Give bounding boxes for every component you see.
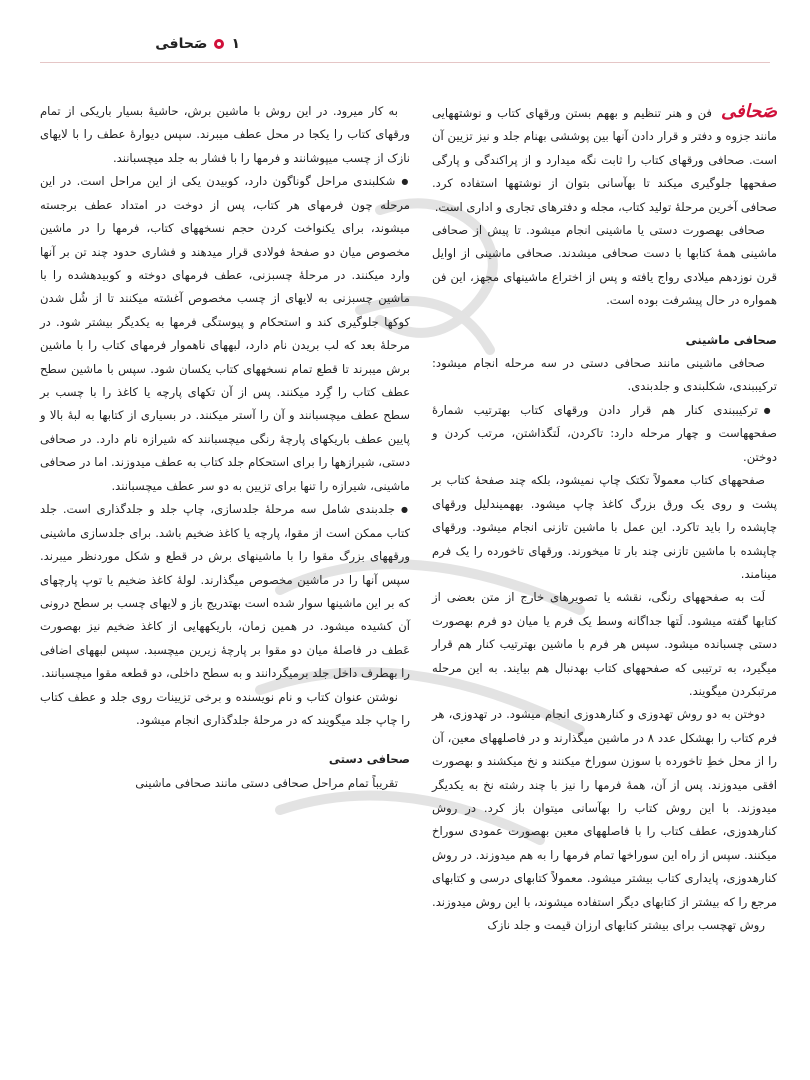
page-header [40,30,240,58]
paragraph: دوختن به دو روش تهدوزی و کنارهدوزی انجام میشود. در تهدوزی، هر فرم کتاب را بهشکل عدد ۸ در ماشین میگذارند و در فاصلههای معین، آن را از محل خطِ تاخورده با سوزن سوراخ میکنند و نخ میکشند و بهصورت افقی میدوزند. پس از آن، همهٔ فرمها را نیز با چند رشته نخ به یکدیگر میدوزند. با این روش کتاب را بهآسانی میتوان باز کرد. در روش کنارهدوزی، عطف کتاب را با فاصلههای معین بهصورت عمودی سوراخ میکنند. سپس از راه این سوراخها تمام فرمها را به هم میدوزند. در روش کنارهدوزی، پایداری کتاب بیشتر میشود. معمولاً کتابهای درسی و کتابهای مرجع را که بیشتر از کتابهای دیگر استفاده میشوند، با این روش میدوزند. [432,707,778,909]
page-number: ۱ [231,36,240,52]
bullet-paragraph: ● شکلبندی مراحل گوناگون دارد، کوبیدن یکی از این مراحل است. در این مرحله چون فرمهای هر کتاب، پس از دوخت در امتداد عطف برجسته میشوند، برای یکنواخت کردن حجم نسخههای کتاب، فرمها را در ماشین مخصوص میان دو صفحهٔ فولادی قرار میدهند و فشاری حدود چند تن بر آنها وارد میکنند. در مرحلهٔ چسبزنی، عطف فرمهای دوخته و کوبیدهشده را با ماشین چسبزنی به لایهای از چسب مخصوص آغشته میکنند تا از شُل شدن کوکها جلوگیری کند و استحکام و پیوستگی فرمها به یکدیگر بیشتر شود. در مرحلهٔ بعد که لب بریدن نام دارد، لبههای ناهموار فرمهای کتاب را با ماشین برش میبرند تا قطع تمام نسخههای کتاب یکسان شود. سپس با ماشین سطح عطف کتاب را گِرد میکنند. پس از آن تکهای پارچه یا کاغذ را با چسب بر سطح عطف میچسبانند و آن را آستر میکنند. در بسیاری از کتابها به لبهٔ بالا و پایین عطف باریکهای پارچهٔ رنگی میچسبانند که شیرازه نام دارد. در صحافی دستی، شیرازهها را برای استحکام جلد کتاب به عطف میدوزند. اما در صحافی ماشینی، شیرازه را تنها برای تزیین به دو سر عطف میچسبانند. [40,170,410,498]
section-heading-machine-binding: صحافی ماشینی [685,332,777,347]
intro-text: فن و هنر تنظیم و بههم بستن ورقهای کتاب و نوشتههایی مانند جزوه و دفتر و قرار دادن آنها بین پوششی بهنام جلد و نیز تزیین آن است. صحافی ورقهای کتاب را ثابت نگه میدارد و از پراکندگی و پارگی صفحهها جلوگیری میکند تا بهآسانی بتوان از نوشتهها استفاده کرد. صحافی آخرین مرحلهٔ تولید کتاب، مجله و دفترهای تجاری و اداری است. [432,106,777,214]
bullet-paragraph: ● ترکیببندی کنار هم قرار دادن ورقهای کتاب بهترتیب شمارهٔ صفحههاست و چهار مرحله دارد: تاکردن، لَتگذاشتن، مرتب کردن و دوختن. [432,399,777,469]
paragraph: نوشتن عنوان کتاب و نام نویسنده و برخی تزیینات روی جلد و عطف کتاب را چاپ جلد میگویند که در مرحلهٔ جلدگذاری انجام میشود. [40,689,410,727]
bullet-paragraph: ● جلدبندی شامل سه مرحلهٔ جلدسازی، چاپ جلد و جلدگذاری است. جلد کتاب ممکن است از مقوا، پارچه یا کاغذ ضخیم باشد. برای جلدسازی ماشینی ورقههای بزرگ مقوا را با ماشینهای برش در قطع و شکل موردنظر میبرند. سپس آنها را در ماشین مخصوص میگذارند. لولهٔ کاغذ ضخیم یا توپ پارچهای که بر این ماشینها سوار شده است بهتدریج باز و لایهای چسب بر سطح درونی آن کشیده میشود. در همین زمان، باریکههایی از کاغذ ضخیم نیز بهصورت عَطف در فاصلهٔ میان دو مقوا بر پارچهٔ زیرین میچسبد. سپس لبههای اضافی را بهطرف داخل جلد برمیگردانند و به سطح داخلی، دو قطعه مقوا میچسبانند. [40,498,410,685]
flower-ornament-icon [213,38,225,50]
left-column [40,100,410,795]
running-title: صَحافی [155,36,208,52]
entry-headword: صَحافی [721,101,777,122]
intro-paragraph [432,100,777,219]
paragraph: به کار میرود. در این روش با ماشین برش، حاشیهٔ بسیار باریکی از تمام ورقهای کتاب را یکجا در محل عطف میبرند. سپس دیوارهٔ عطف را با لایهای نازک از چسب میپوشانند و فرمها را با فشار به جلد میچسبانند. [40,104,410,165]
paragraph: لَت به صفحههای رنگی، نقشه یا تصویرهای خارج از متن بعضی از کتابها گفته میشود. لَتها جداگانه وسط یک فرم یا میان دو فرم بهصورت دستی چسبانده میشود. سپس هر فرم با ماشین بهترتیب کنار هم قرار میگیرد، به ترتیبی که صفحههای کتاب بهدنبال هم بیایند. به این مرحله مرتبکردن میگویند. [432,590,777,698]
right-column [432,100,777,937]
paragraph: تقریباً تمام مراحل صحافی دستی مانند صحافی ماشینی [135,775,398,790]
paragraph: صفحههای کتاب معمولاً تکتک چاپ نمیشود، بلکه چند صفحهٔ کتاب بر پشت و روی یک ورق بزرگ کاغذ چاپ میشود. بههمیندلیل ورقهای چاپشده را باید تاکرد. این عمل با ماشین تازنی انجام میشود. ورقهای چاپشده با ماشین تازنی چند بار تا میخورند. ورقهای تاخورده را یک فرم مینامند. [432,473,777,581]
header-divider [40,62,770,63]
paragraph: روش تهچسب برای بیشتر کتابهای ارزان قیمت و جلد نازک [487,918,765,933]
section-heading-hand-binding: صحافی دستی [328,752,410,767]
paragraph: صحافی ماشینی مانند صحافی دستی در سه مرحله انجام میشود: ترکیببندی، شکلبندی و جلدبندی. [432,356,777,394]
paragraph: صحافی بهصورت دستی یا ماشینی انجام میشود. تا پیش از صحافی ماشینی همهٔ کتابها با دست صحافی میشدند. صحافی ماشینی از اوایل قرن نوزدهم میلادی رواج یافته و پس از اختراع ماشینهای مجهز، این فن همواره در حال پیشرفت بوده است. [432,223,777,308]
